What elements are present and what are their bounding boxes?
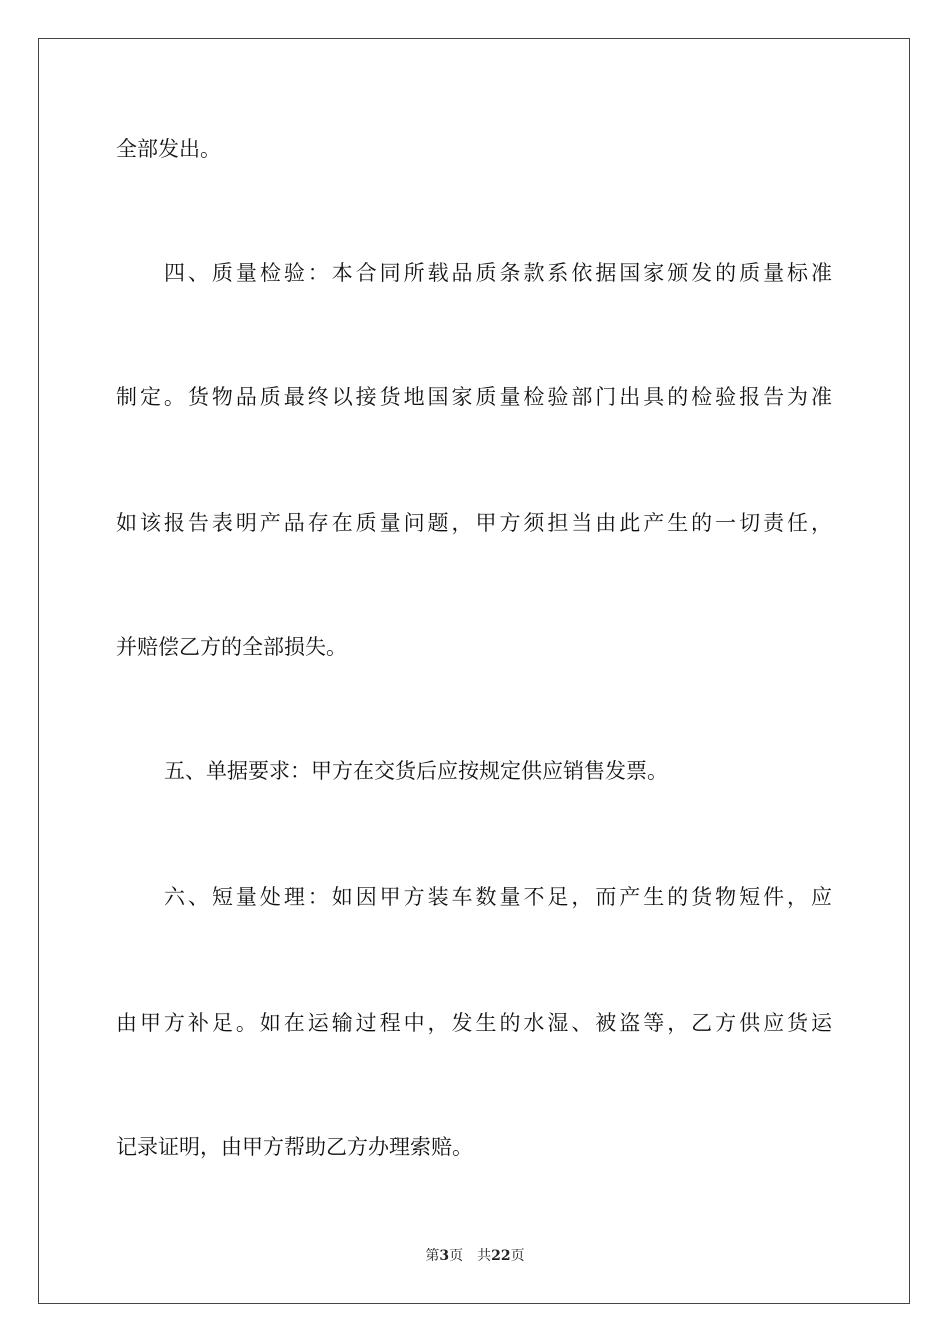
- footer-page-prefix: 第: [425, 1248, 440, 1264]
- text-line-4: 如该报告表明产品存在质量问题，甲方须担当由此产生的一切责任，: [116, 511, 832, 535]
- footer-total-pages: 22: [491, 1248, 511, 1264]
- footer-page-suffix: 页: [449, 1248, 464, 1264]
- text-line-5: 并赔偿乙方的全部损失。: [116, 635, 347, 659]
- section-six-heading-line: 六、短量处理：如因甲方装车数量不足，而产生的货物短件，应: [164, 885, 832, 909]
- section-five-line: 五、单据要求：甲方在交货后应按规定供应销售发票。: [164, 759, 668, 783]
- footer-total-suffix: 页: [510, 1248, 525, 1264]
- section-four-heading-line: 四、质量检验：本合同所载品质条款系依据国家颁发的质量标准: [164, 261, 832, 285]
- footer-total-prefix: 共: [477, 1248, 492, 1264]
- text-line-3: 制定。货物品质最终以接货地国家质量检验部门出具的检验报告为准: [116, 385, 832, 409]
- page-footer: [0, 1246, 950, 1266]
- page-border: [38, 38, 910, 1304]
- text-line-9: 记录证明，由甲方帮助乙方办理索赔。: [116, 1135, 473, 1159]
- footer-page-number: 3: [439, 1248, 450, 1264]
- text-line-8: 由甲方补足。如在运输过程中，发生的水湿、被盗等，乙方供应货运: [116, 1011, 832, 1035]
- text-line-1: 全部发出。: [116, 137, 221, 161]
